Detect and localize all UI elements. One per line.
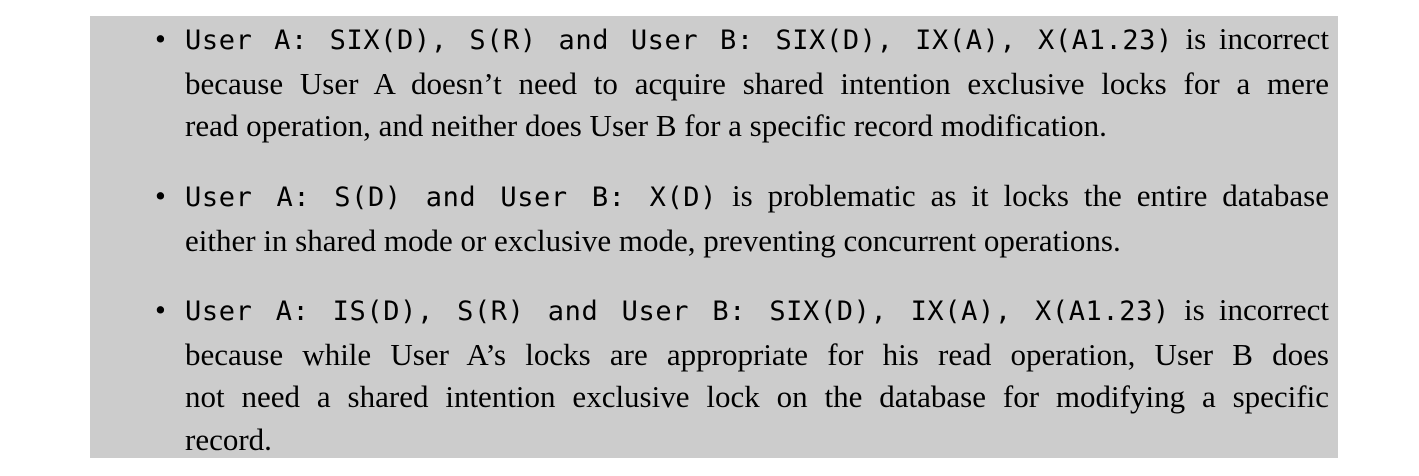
answer-explanation-panel — [90, 16, 1338, 458]
option-3-line-4: record. — [185, 421, 272, 457]
option-2-line-1 — [185, 175, 1329, 220]
option-2-verdict: is problematic as it locks the entire database — [717, 178, 1329, 213]
option-1-verdict: is incorrect — [1172, 21, 1329, 56]
option-3-verdict: is incorrect — [1169, 292, 1330, 327]
option-item-3 — [155, 289, 1330, 461]
option-1-line-2: because User A doesn’t need to acquire shared intention exclusive locks for a mere — [185, 65, 1329, 101]
bullet-marker: • — [155, 292, 166, 327]
option-item-2 — [155, 175, 1329, 262]
option-2-line-2: either in shared mode or exclusive mode, preventing concurrent operations. — [185, 222, 1121, 258]
option-1-line-1 — [185, 18, 1329, 63]
option-3-line-3: not need a shared intention exclusive lock on the database for modifying a specific — [185, 379, 1329, 414]
option-3-line-2: because while User A’s locks are appropriate for his read operation, User B does — [185, 336, 1329, 372]
option-3-line-1 — [185, 289, 1329, 334]
option-1-line-3: read operation, and neither does User B for a specific record modification. — [185, 108, 1107, 143]
option-item-1 — [155, 18, 1329, 148]
bullet-marker: • — [155, 178, 166, 213]
bullet-marker: • — [155, 21, 166, 56]
option-3-lock-code: User A: IS(D), S(R) and User B: SIX(D), IX(A), X(A1.23) — [185, 296, 1170, 327]
option-2-lock-code: User A: S(D) and User B: X(D) — [185, 182, 718, 213]
option-1-lock-code: User A: SIX(D), S(R) and User B: SIX(D), IX(A), X(A1.23) — [185, 25, 1173, 56]
